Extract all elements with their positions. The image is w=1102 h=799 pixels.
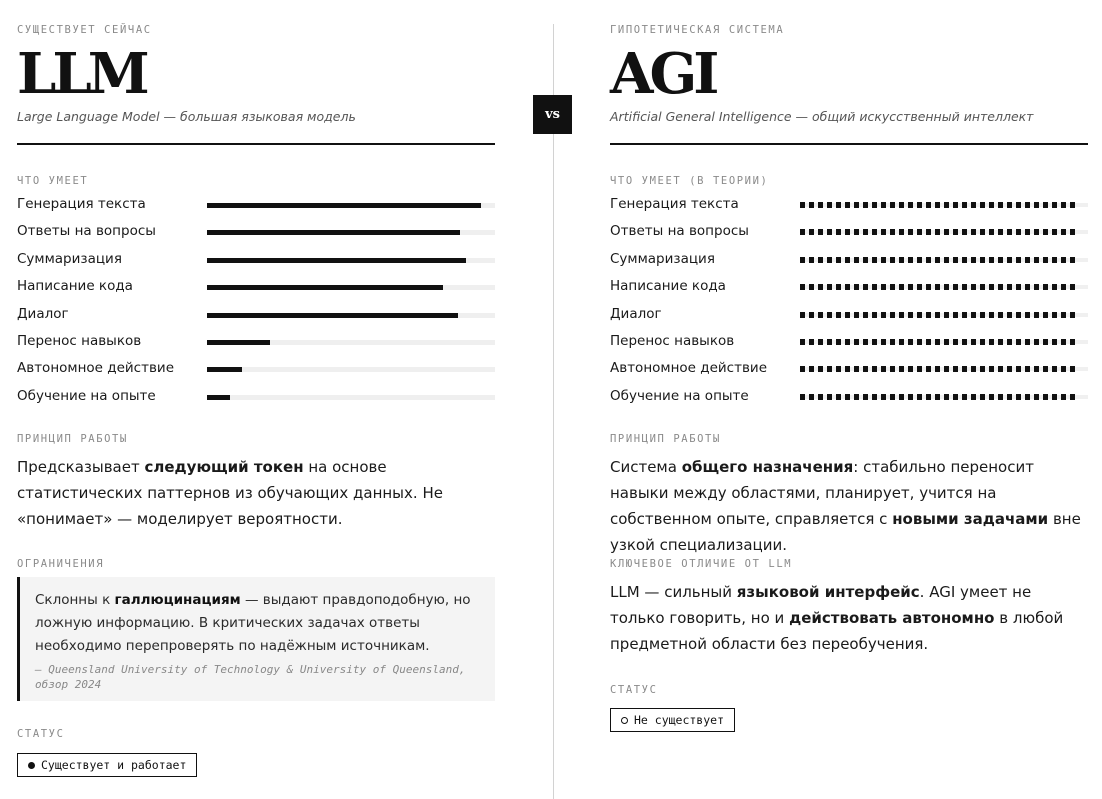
llm-limits-text: Склонны к галлюцинациям — выдают правдоподобную, но ложную информацию. В критических задачах ответы необходимо перепроверять по надёжным источникам. [35, 592, 471, 654]
llm-subtitle: Large Language Model — большая языковая модель [17, 109, 356, 124]
agi-skills-heading: ЧТО УМЕЕТ (В ТЕОРИИ) [610, 175, 769, 187]
llm-title: LLM [17, 41, 146, 107]
llm-skill-bar [207, 395, 230, 400]
agi-skill-dotted-bar [800, 257, 1075, 263]
llm-skills-list [17, 194, 495, 413]
llm-skill-bar [207, 258, 466, 263]
agi-skill-row [610, 358, 1088, 385]
agi-skill-dotted-bar [800, 202, 1075, 208]
llm-principle-text: Предсказывает следующий токен на основе статистических паттернов из обучающих данных. Не «понимает» — моделирует вероятности. [17, 458, 443, 528]
agi-status-text: Не существует [634, 713, 725, 727]
llm-skill-track [207, 258, 495, 263]
agi-skill-row [610, 194, 1088, 221]
llm-skill-row [17, 304, 495, 331]
llm-skill-track [207, 367, 495, 372]
llm-skill-label: Перенос навыков [17, 332, 142, 349]
llm-skill-bar [207, 367, 242, 372]
agi-skill-row [610, 276, 1088, 303]
agi-skill-label: Ответы на вопросы [610, 223, 749, 240]
vs-badge: vs [533, 95, 572, 134]
agi-skill-dotted-bar [800, 366, 1075, 372]
agi-status-heading: СТАТУС [610, 684, 658, 696]
llm-principle-heading: ПРИНЦИП РАБОТЫ [17, 433, 128, 445]
agi-skill-label: Диалог [610, 305, 662, 322]
agi-status-badge [610, 708, 735, 732]
llm-skill-label: Обучение на опыте [17, 387, 156, 404]
llm-skills-heading: ЧТО УМЕЕТ [17, 175, 89, 187]
llm-eyebrow: СУЩЕСТВУЕТ СЕЙЧАС [17, 24, 152, 36]
llm-skill-row [17, 221, 495, 248]
agi-skill-label: Перенос навыков [610, 332, 735, 349]
agi-skill-row [610, 221, 1088, 248]
llm-status-text: Существует и работает [41, 758, 187, 772]
llm-column [17, 0, 495, 799]
llm-skill-row [17, 358, 495, 385]
filled-circle-icon [28, 762, 35, 769]
agi-skill-label: Суммаризация [610, 250, 715, 267]
llm-limits-source: — Queensland University of Technology & University of Queensland, обзор 2024 [35, 663, 466, 691]
empty-circle-icon [621, 717, 628, 724]
llm-skill-label: Ответы на вопросы [17, 223, 156, 240]
llm-skill-track [207, 395, 495, 400]
agi-eyebrow: ГИПОТЕТИЧЕСКАЯ СИСТЕМА [610, 24, 785, 36]
agi-skill-dotted-bar [800, 229, 1075, 235]
agi-skill-dotted-bar [800, 312, 1075, 318]
agi-skill-dotted-bar [800, 394, 1075, 400]
llm-skill-label: Генерация текста [17, 196, 146, 212]
agi-skill-dotted-bar [800, 339, 1075, 345]
agi-principle-text: Система общего назначения: стабильно переносит навыки между областями, планирует, учится на собственном опыте, справляется с новыми задачами вне узкой специализации. [610, 458, 1081, 554]
llm-skill-label: Написание кода [17, 278, 133, 295]
agi-principle-heading: ПРИНЦИП РАБОТЫ [610, 433, 721, 445]
agi-title: AGI [610, 41, 716, 107]
llm-skill-bar [207, 313, 458, 318]
llm-skill-track [207, 230, 495, 235]
llm-skill-row [17, 276, 495, 303]
llm-skill-track [207, 203, 495, 208]
llm-skill-track [207, 285, 495, 290]
agi-skill-row [610, 331, 1088, 358]
llm-limits-quote [17, 577, 495, 701]
llm-skill-row [17, 386, 495, 413]
llm-skill-bar [207, 285, 443, 290]
llm-skill-label: Диалог [17, 305, 69, 322]
agi-header-rule [610, 143, 1088, 145]
agi-skill-dotted-bar [800, 284, 1075, 290]
llm-header-rule [17, 143, 495, 145]
llm-skill-track [207, 340, 495, 345]
llm-skill-row [17, 249, 495, 276]
agi-skill-label: Генерация текста [610, 196, 739, 212]
llm-skill-bar [207, 340, 270, 345]
agi-skill-row [610, 386, 1088, 413]
agi-column [610, 0, 1088, 799]
agi-diff-heading: КЛЮЧЕВОЕ ОТЛИЧИЕ ОТ LLM [610, 558, 793, 570]
llm-limits-heading: ОГРАНИЧЕНИЯ [17, 558, 105, 570]
llm-skill-bar [207, 203, 481, 208]
llm-skill-track [207, 313, 495, 318]
llm-skill-row [17, 331, 495, 358]
agi-skill-label: Обучение на опыте [610, 387, 749, 404]
llm-skill-bar [207, 230, 460, 235]
agi-skill-label: Написание кода [610, 278, 726, 295]
agi-skill-row [610, 304, 1088, 331]
llm-skill-row [17, 194, 495, 221]
agi-skill-row [610, 249, 1088, 276]
llm-status-badge [17, 753, 197, 777]
agi-subtitle: Artificial General Intelligence — общий искусственный интеллект [610, 109, 1034, 124]
agi-skills-list [610, 194, 1088, 413]
llm-skill-label: Автономное действие [17, 360, 175, 377]
llm-status-heading: СТАТУС [17, 728, 65, 740]
agi-diff-text: LLM — сильный языковой интерфейс. AGI умеет не только говорить, но и действовать автономно в любой предметной области без переобучения. [610, 583, 1064, 653]
agi-skill-label: Автономное действие [610, 360, 768, 377]
llm-skill-label: Суммаризация [17, 250, 122, 267]
column-divider [553, 24, 554, 799]
